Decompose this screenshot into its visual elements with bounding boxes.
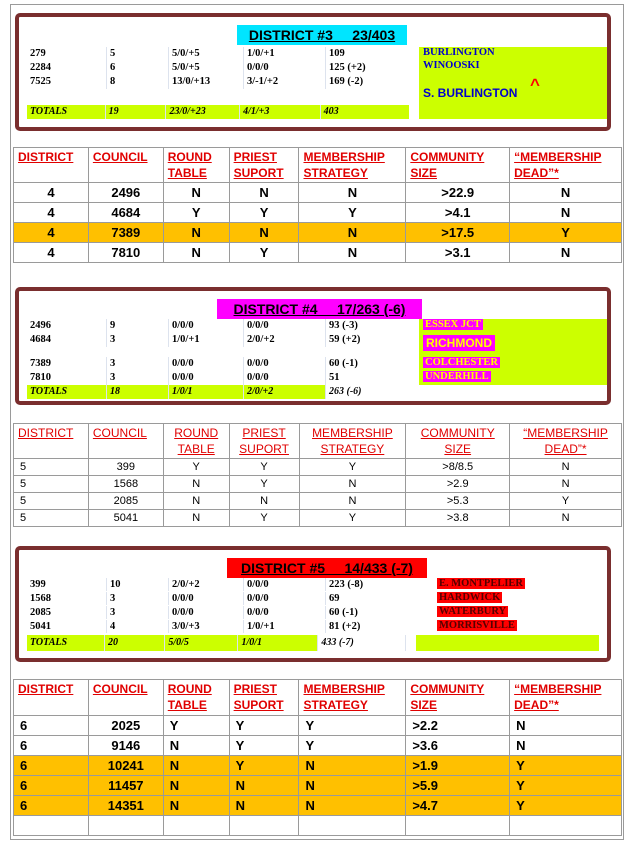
table-cell: 1/0/1	[238, 635, 318, 651]
table-cell: 1568	[27, 592, 107, 605]
table-cell: 1/0/+1	[244, 47, 326, 61]
table-cell: 3	[107, 333, 169, 347]
table-cell: 6	[14, 796, 89, 816]
table-cell: 23/0/+23	[166, 105, 240, 119]
table-cell: N	[163, 736, 229, 756]
table-cell	[406, 816, 510, 836]
table-cell: 51	[329, 372, 340, 383]
table-cell: Y	[229, 476, 299, 493]
table-cell: >17.5	[406, 223, 510, 243]
table-cell: Y	[510, 493, 622, 510]
table-cell: >2.2	[406, 716, 510, 736]
table-row	[14, 510, 622, 527]
table-cell: 0/0/0	[244, 592, 326, 605]
table-cell: 19	[106, 105, 167, 119]
town-label: WATERBURY	[439, 606, 507, 617]
header-council: COUNCIL	[88, 148, 163, 183]
header-membership-strategy: MEMBERSHIP STRATEGY	[299, 424, 406, 459]
district-4-council-table	[13, 147, 622, 263]
header-council: COUNCIL	[88, 680, 163, 716]
table-cell: Y	[163, 716, 229, 736]
table-cell: Y	[229, 203, 299, 223]
table-cell: >5.3	[406, 493, 510, 510]
table-cell: 1/0/+1	[244, 620, 326, 633]
table-cell: N	[229, 493, 299, 510]
table-cell: 5	[107, 47, 169, 61]
table-cell: Y	[229, 716, 299, 736]
table-row	[14, 243, 622, 263]
header-membership-dead: “MEMBERSHIP DEAD”*	[510, 148, 622, 183]
table-header-row	[14, 680, 622, 716]
town-label: ESSEX JCT	[425, 319, 481, 330]
table-cell: N	[299, 493, 406, 510]
header-council: COUNCIL	[88, 424, 163, 459]
table-cell: 81 (+2)	[329, 621, 361, 632]
table-header-row	[14, 148, 622, 183]
table-cell: 2085	[27, 606, 107, 619]
table-cell: 5	[14, 476, 89, 493]
table-cell: 0/0/0	[169, 357, 244, 371]
table-cell: N	[510, 203, 622, 223]
table-cell: N	[163, 476, 229, 493]
table-cell: 7810	[88, 243, 163, 263]
table-cell: >5.9	[406, 776, 510, 796]
table-cell: 69	[329, 593, 340, 604]
table-cell: 109	[329, 48, 345, 59]
table-cell: 279	[27, 47, 107, 61]
table-cell: 4	[14, 223, 89, 243]
header-district: DISTRICT	[14, 148, 89, 183]
header-membership-strategy: MEMBERSHIP STRATEGY	[299, 148, 406, 183]
totals-row	[27, 385, 599, 399]
table-cell: N	[299, 223, 406, 243]
table-row	[14, 716, 622, 736]
district-6-council-table	[13, 679, 622, 836]
header-district: DISTRICT	[14, 680, 89, 716]
table-cell: 0/0/0	[244, 319, 326, 333]
table-cell: 5041	[27, 620, 107, 633]
table-cell: 0/0/0	[169, 319, 244, 333]
table-cell: N	[299, 796, 406, 816]
table-cell: Y	[229, 243, 299, 263]
header-community-size: COMMUNITY SIZE	[406, 424, 510, 459]
table-cell: 4	[14, 183, 89, 203]
district-3-summary	[15, 13, 611, 131]
table-cell: >8/8.5	[406, 459, 510, 476]
table-cell: 13/0/+13	[169, 75, 244, 89]
header-round-table: ROUND TABLE	[163, 680, 229, 716]
table-row	[14, 476, 622, 493]
table-cell: N	[229, 223, 299, 243]
table-cell: 5	[14, 510, 89, 527]
table-cell: 4	[14, 203, 89, 223]
table-cell: N	[299, 476, 406, 493]
table-cell: 2085	[88, 493, 163, 510]
table-cell: N	[299, 756, 406, 776]
table-cell: N	[229, 796, 299, 816]
table-cell: Y	[229, 459, 299, 476]
table-cell: Y	[229, 736, 299, 756]
table-cell: 3	[107, 371, 169, 385]
header-priest-suport: PRIEST SUPORT	[229, 680, 299, 716]
table-cell: 5/0/5	[165, 635, 238, 651]
table-cell: N	[163, 223, 229, 243]
table-cell: 5	[14, 459, 89, 476]
table-row	[14, 183, 622, 203]
table-cell: >4.1	[406, 203, 510, 223]
table-cell: N	[163, 243, 229, 263]
table-cell: 59 (+2)	[329, 334, 361, 345]
table-cell: N	[510, 459, 622, 476]
table-cell: 6	[14, 776, 89, 796]
table-cell: N	[163, 756, 229, 776]
table-cell: 2/0/+2	[244, 385, 326, 399]
table-cell: TOTALS	[27, 635, 105, 651]
header-membership-dead: “MEMBERSHIP DEAD”*	[510, 680, 622, 716]
table-cell: 60 (-1)	[329, 607, 358, 618]
table-cell: 6	[107, 61, 169, 75]
table-cell: >3.1	[406, 243, 510, 263]
town-label: UNDERHILL	[425, 371, 489, 382]
table-cell: N	[163, 493, 229, 510]
header-district: DISTRICT	[14, 424, 89, 459]
table-row	[14, 776, 622, 796]
table-cell: 399	[88, 459, 163, 476]
table-cell: 1568	[88, 476, 163, 493]
table-cell: 9146	[88, 736, 163, 756]
table-row-empty	[14, 816, 622, 836]
table-cell: TOTALS	[27, 105, 106, 119]
table-cell	[14, 816, 89, 836]
town-label: WINOOSKI	[423, 60, 480, 71]
table-cell: N	[299, 243, 406, 263]
table-cell: 0/0/0	[244, 61, 326, 75]
table-cell: Y	[510, 223, 622, 243]
table-cell: 5	[14, 493, 89, 510]
table-cell: 9	[107, 319, 169, 333]
table-cell: 0/0/0	[244, 578, 326, 591]
table-cell: 2496	[27, 319, 107, 333]
table-cell: N	[163, 796, 229, 816]
table-cell: 223 (-8)	[329, 579, 364, 590]
table-cell: Y	[229, 510, 299, 527]
table-cell: 0/0/0	[169, 371, 244, 385]
table-cell: 18	[107, 385, 169, 399]
table-cell: N	[163, 183, 229, 203]
caret-mark: ^	[530, 75, 540, 94]
header-priest-suport: PRIEST SUPORT	[229, 424, 299, 459]
table-cell: 433 (-7)	[318, 635, 406, 651]
district-4-title: DISTRICT #4 17/263 (-6)	[217, 299, 422, 319]
table-cell: N	[229, 183, 299, 203]
table-cell: 2284	[27, 61, 107, 75]
table-cell	[416, 635, 599, 651]
table-cell: 4684	[27, 333, 107, 347]
table-cell: 4	[107, 620, 169, 633]
table-cell: 7389	[88, 223, 163, 243]
table-cell: 6	[14, 716, 89, 736]
table-cell: 8	[107, 75, 169, 89]
table-cell: 125 (+2)	[329, 62, 366, 73]
table-cell: 10241	[88, 756, 163, 776]
table-cell: 7810	[27, 371, 107, 385]
header-round-table: ROUND TABLE	[163, 148, 229, 183]
table-cell: 6	[14, 756, 89, 776]
table-cell: 0/0/0	[244, 371, 326, 385]
header-membership-strategy: MEMBERSHIP STRATEGY	[299, 680, 406, 716]
table-cell: N	[510, 716, 622, 736]
table-cell: 1/0/1	[169, 385, 244, 399]
table-cell: Y	[229, 756, 299, 776]
header-community-size: COMMUNITY SIZE	[406, 148, 510, 183]
table-row	[14, 459, 622, 476]
table-cell: 3	[107, 606, 169, 619]
district-5-council-table	[13, 423, 622, 527]
table-row	[14, 796, 622, 816]
table-cell: N	[299, 776, 406, 796]
table-cell: 20	[105, 635, 165, 651]
table-cell: >3.6	[406, 736, 510, 756]
table-cell: >22.9	[406, 183, 510, 203]
table-cell: 399	[27, 578, 107, 591]
table-cell: N	[510, 183, 622, 203]
towns-panel	[437, 578, 607, 634]
town-label: RICHMOND	[423, 335, 495, 351]
town-label: MORRISVILLE	[439, 620, 515, 631]
table-cell: 169 (-2)	[329, 76, 364, 87]
table-cell: 10	[107, 578, 169, 591]
table-cell: 0/0/0	[244, 357, 326, 371]
table-cell: 263 (-6)	[329, 386, 362, 397]
table-cell: 14351	[88, 796, 163, 816]
table-cell	[163, 816, 229, 836]
table-cell: Y	[510, 796, 622, 816]
table-cell	[510, 816, 622, 836]
town-label: COLCHESTER	[425, 357, 498, 368]
table-cell: Y	[510, 776, 622, 796]
table-cell	[229, 816, 299, 836]
totals-row	[27, 105, 409, 119]
table-cell: 4684	[88, 203, 163, 223]
table-cell: 60 (-1)	[329, 358, 358, 369]
table-cell: N	[510, 243, 622, 263]
table-header-row	[14, 424, 622, 459]
table-cell: Y	[163, 203, 229, 223]
table-cell: >1.9	[406, 756, 510, 776]
table-cell: 3	[107, 357, 169, 371]
table-cell: 5041	[88, 510, 163, 527]
table-cell: N	[163, 510, 229, 527]
header-priest-suport: PRIEST SUPORT	[229, 148, 299, 183]
table-cell: 2/0/+2	[244, 333, 326, 347]
table-cell: 5/0/+5	[169, 47, 244, 61]
table-cell: Y	[299, 736, 406, 756]
table-cell	[88, 816, 163, 836]
table-cell: N	[510, 476, 622, 493]
table-cell: N	[510, 736, 622, 756]
table-cell: 4/1/+3	[240, 105, 321, 119]
table-cell: 3/0/+3	[169, 620, 244, 633]
table-cell: 3/-1/+2	[244, 75, 326, 89]
table-cell: 2496	[88, 183, 163, 203]
table-cell: 403	[323, 106, 339, 117]
header-membership-dead: “MEMBERSHIP DEAD”*	[510, 424, 622, 459]
table-cell: 0/0/0	[244, 606, 326, 619]
table-cell: N	[229, 776, 299, 796]
table-cell: 0/0/0	[169, 606, 244, 619]
table-cell: N	[510, 510, 622, 527]
district-4-summary	[15, 287, 611, 405]
table-row	[14, 203, 622, 223]
table-cell: TOTALS	[27, 385, 107, 399]
table-cell: 7389	[27, 357, 107, 371]
table-cell: >2.9	[406, 476, 510, 493]
table-cell: N	[299, 183, 406, 203]
table-row	[14, 493, 622, 510]
table-cell: 93 (-3)	[329, 320, 358, 331]
table-cell: 3	[107, 592, 169, 605]
table-cell	[299, 816, 406, 836]
town-label: BURLINGTON	[423, 47, 495, 58]
totals-row	[27, 635, 599, 651]
district-3-title: DISTRICT #3 23/403	[237, 25, 407, 45]
table-cell: Y	[299, 510, 406, 527]
table-cell: 2025	[88, 716, 163, 736]
table-cell: Y	[299, 459, 406, 476]
town-label: S. BURLINGTON	[423, 86, 518, 100]
district-5-title: DISTRICT #5 14/433 (-7)	[227, 558, 427, 578]
table-cell: 6	[14, 736, 89, 756]
town-label: E. MONTPELIER	[439, 578, 524, 589]
table-cell: Y	[163, 459, 229, 476]
table-cell: Y	[299, 203, 406, 223]
table-cell: 11457	[88, 776, 163, 796]
table-cell: 2/0/+2	[169, 578, 244, 591]
table-cell: Y	[299, 716, 406, 736]
table-cell: >3.8	[406, 510, 510, 527]
district-5-summary	[15, 546, 611, 662]
table-cell: 5/0/+5	[169, 61, 244, 75]
table-cell: 0/0/0	[169, 592, 244, 605]
towns-panel	[419, 319, 607, 385]
table-cell: 7525	[27, 75, 107, 89]
towns-panel	[419, 47, 607, 119]
table-cell: 4	[14, 243, 89, 263]
table-row	[14, 223, 622, 243]
table-cell: Y	[510, 756, 622, 776]
header-round-table: ROUND TABLE	[163, 424, 229, 459]
table-cell: >4.7	[406, 796, 510, 816]
table-cell: 1/0/+1	[169, 333, 244, 347]
town-label: HARDWICK	[439, 592, 501, 603]
header-community-size: COMMUNITY SIZE	[406, 680, 510, 716]
table-row	[14, 736, 622, 756]
table-row	[14, 756, 622, 776]
table-cell: N	[163, 776, 229, 796]
